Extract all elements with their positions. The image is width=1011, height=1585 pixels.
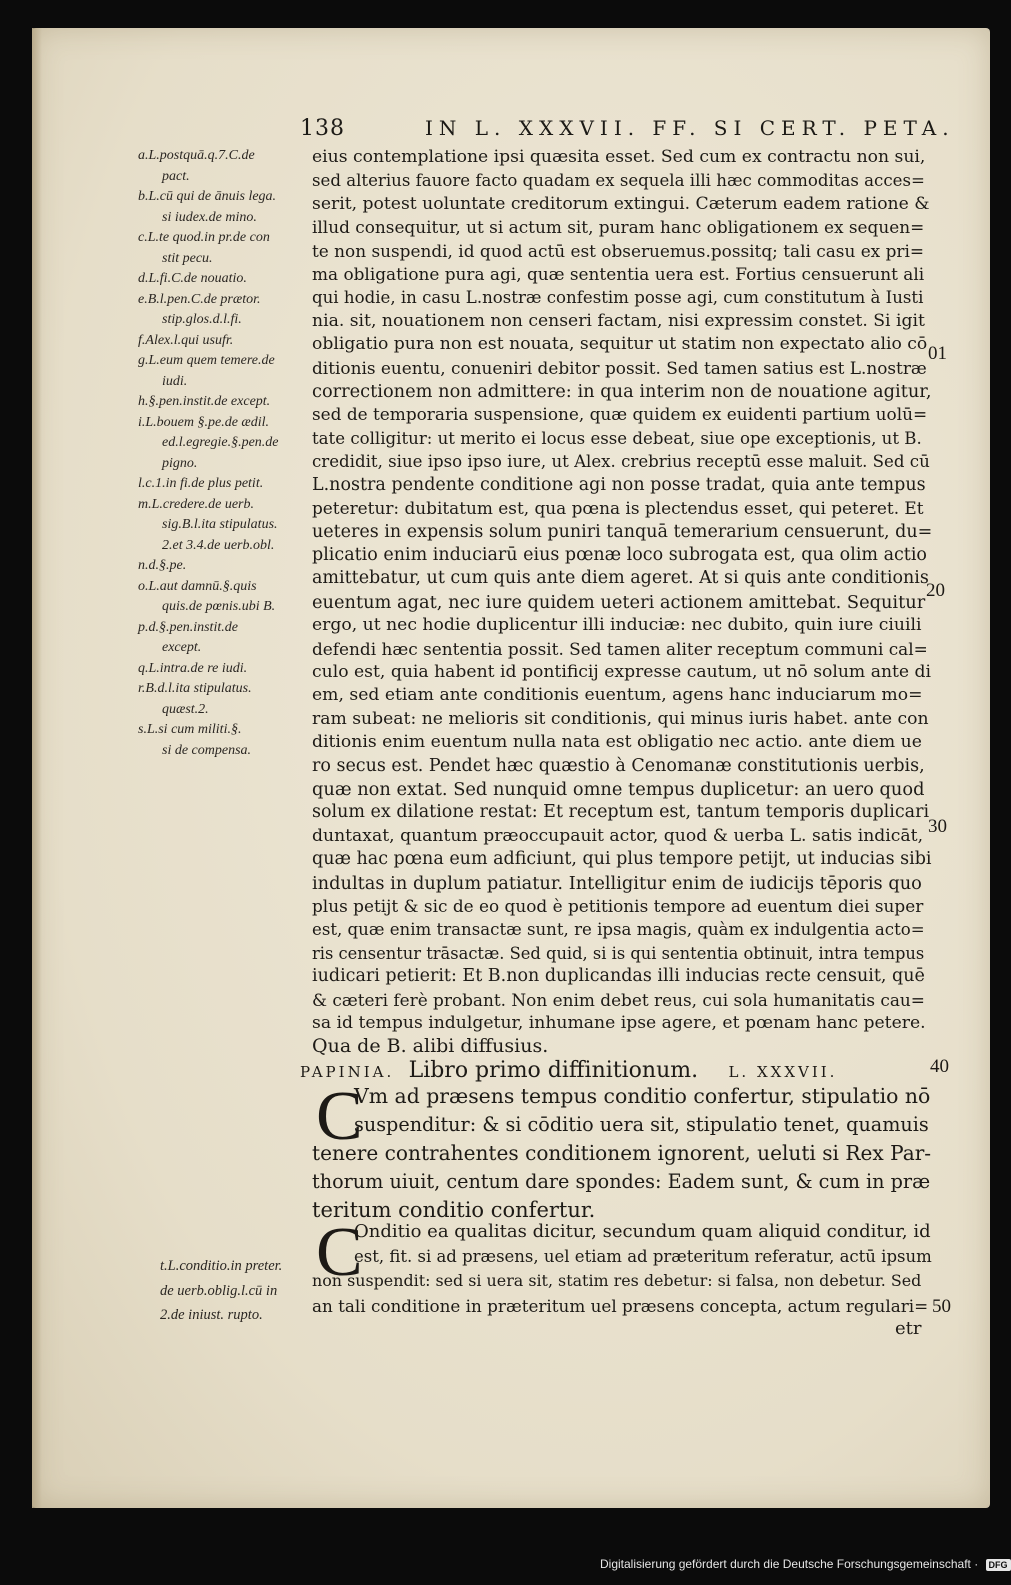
margin-note: iudi. bbox=[162, 373, 188, 389]
text-line: ris censentur trāsactæ. Sed quid, si is qui sententia obtinuit, intra tempus bbox=[312, 943, 925, 963]
text-line: culo est, quia habent id pontificij expresse cautum, ut nō solum ante di bbox=[312, 661, 932, 682]
commentary-line: an tali conditione in præteritum uel præsens concepta, actum regulari= bbox=[312, 1295, 929, 1316]
margin-note: t.L.conditio.in preter. bbox=[160, 1258, 283, 1274]
margin-note: r.B.d.l.ita stipulatus. bbox=[138, 681, 252, 696]
margin-note: b.L.cū qui de ānuis lega. bbox=[138, 189, 277, 204]
margin-note: d.L.fi.C.de nouatio. bbox=[138, 271, 247, 286]
text-line: defendi hæc sententia possit. Sed tamen aliter receptum communi cal= bbox=[312, 638, 928, 659]
text-line: ditionis enim euentum nulla nata est obligatio nec actio. ante diem ue bbox=[312, 732, 922, 753]
margin-note: e.B.l.pen.C.de prætor. bbox=[138, 291, 261, 307]
text-line: ergo, ut nec hodie duplicentur illi induciæ: nec dubito, quin iure ciuili bbox=[312, 615, 922, 636]
margin-note: 2.de iniust. rupto. bbox=[160, 1307, 263, 1323]
law-line: teritum conditio confertur. bbox=[312, 1198, 596, 1222]
margin-note: o.L.aut damnū.§.quis bbox=[138, 578, 257, 594]
text-line: solum ex dilatione restat: Et receptum est, tantum temporis duplicari bbox=[312, 802, 930, 823]
margin-note: m.L.credere.de uerb. bbox=[138, 496, 254, 512]
text-line: peteretur: dubitatum est, qua pœna is plectendus esset, qui peteret. Et bbox=[312, 498, 924, 519]
text-line: est, quæ enim transactæ sunt, re ipsa magis, quàm ex indulgentia acto= bbox=[312, 920, 925, 940]
law-heading bbox=[300, 1058, 940, 1083]
margin-note: sig.B.l.ita stipulatus. bbox=[162, 517, 278, 532]
law-author: PAPINIA. bbox=[300, 1063, 395, 1081]
text-line: qui hodie, in casu L.nostræ confestim posse agi, cum constitutum à Iusti bbox=[312, 288, 924, 308]
text-line: quæ non extat. Sed nunquid omne tempus duplicetur: an uero quod bbox=[312, 778, 925, 800]
page-number: 138 bbox=[300, 116, 345, 141]
margin-notes-2 bbox=[160, 1254, 310, 1328]
margin-notes bbox=[138, 146, 308, 761]
margin-note: quæst.2. bbox=[162, 701, 209, 717]
margin-note: q.L.intra.de re iudi. bbox=[138, 660, 248, 676]
page-edge-shadow bbox=[32, 28, 42, 1508]
text-line: nia. sit, nouationem non censeri factam, nisi expressim constet. Si igit bbox=[312, 310, 925, 331]
text-line: sa id tempus indulgetur, inhumane ipse agere, et pœnam hanc petere. bbox=[312, 1013, 926, 1034]
text-line: ditionis euentu, conueniri debitor possit. Sed tamen satius est L.nostræ bbox=[312, 357, 927, 378]
margin-note: except. bbox=[162, 640, 202, 655]
margin-note: pigno. bbox=[162, 455, 198, 471]
margin-note: s.L.si cum militi.§. bbox=[138, 722, 242, 737]
text-line: sed de temporaria suspensione, quæ quidem ex euidenti partium uolū= bbox=[312, 404, 928, 425]
margin-note: p.d.§.pen.instit.de bbox=[138, 619, 238, 635]
text-line: sed alterius fauore facto quadam ex sequela illi hæc commoditas acces= bbox=[312, 171, 925, 191]
catchword: etr bbox=[895, 1318, 922, 1339]
text-line: te non suspendi, id quod actū est obseruemus.possitq; tali casu ex pri= bbox=[312, 240, 925, 261]
line-number: 50 bbox=[932, 1296, 951, 1317]
margin-note: si iudex.de mino. bbox=[162, 209, 257, 225]
law-number: L. XXXVII. bbox=[728, 1063, 838, 1081]
footer-credit bbox=[600, 1557, 1011, 1571]
text-line: obligatio pura non est nouata, sequitur ut statim non expectato alio cō bbox=[312, 334, 928, 355]
law-line: thorum uiuit, centum dare spondes: Eadem sunt, & cum in præ bbox=[312, 1169, 931, 1193]
text-line: & cæteri ferè probant. Non enim debet reus, cui sola humanitatis cau= bbox=[312, 989, 925, 1010]
text-line: euentum agat, nec iure quidem ueteri actionem amittebat. Sequitur bbox=[312, 591, 926, 613]
text-line: plus petijt & sic de eo quod è petitionis tempore ad euentum diei super bbox=[312, 896, 924, 916]
line-number: 40 bbox=[930, 1056, 949, 1077]
law-title: Libro primo diffinitionum. bbox=[408, 1058, 699, 1083]
margin-note: c.L.te quod.in pr.de con bbox=[138, 230, 270, 245]
margin-note: f.Alex.l.qui usufr. bbox=[138, 332, 234, 348]
text-line: serit, potest uoluntate creditorum extingui. Cæterum eadem ratione & bbox=[312, 193, 930, 214]
text-line: ram subeat: ne melioris sit conditionis, qui minus iuris habet. ante con bbox=[312, 708, 929, 729]
commentary-text bbox=[312, 146, 932, 1059]
text-line: illud consequitur, ut si actum sit, puram hanc obligationem ex sequen= bbox=[312, 217, 925, 238]
text-line: tate colligitur: ut merito ei locus esse debeat, siue ope exceptionis, ut B. bbox=[312, 428, 922, 448]
text-line: eius contemplatione ipsi quæsita esset. Sed cum ex contractu non sui, bbox=[312, 147, 926, 167]
text-line: credidit, siue ipso ipso iure, ut Alex. crebrius receptū esse maluit. Sed cū bbox=[312, 452, 930, 472]
text-line: correctionem non admittere: in qua interim non de nouatione agitur, bbox=[312, 381, 932, 403]
page-header bbox=[0, 116, 1000, 146]
margin-note: g.L.eum quem temere.de bbox=[138, 353, 275, 368]
text-line: L.nostra pendente conditione agi non posse tradat, quia ante tempus bbox=[312, 474, 926, 495]
text-line: quæ hac pœna eum adficiunt, qui plus tempore petijt, ut inducias sibi bbox=[312, 849, 932, 870]
law-dropcap: C bbox=[316, 1078, 363, 1155]
text-line: Qua de B. alibi diffusius. bbox=[312, 1035, 549, 1058]
margin-note: quis.de pœnis.ubi B. bbox=[162, 599, 276, 614]
footer-text: Digitalisierung gefördert durch die Deutsche Forschungsgemeinschaft · bbox=[600, 1557, 979, 1571]
margin-note: stit pecu. bbox=[162, 250, 213, 266]
text-line: ro secus est. Pendet hæc quæstio à Cenomanæ constitutionis uerbis, bbox=[312, 755, 925, 776]
text-line: iudicari petierit: Et B.non duplicandas illi inducias recte censuit, quē bbox=[312, 966, 925, 987]
law-line: tenere contrahentes conditionem ignorent, ueluti si Rex Par- bbox=[312, 1141, 932, 1165]
running-title: IN L. XXXVII. FF. SI CERT. PETA. bbox=[425, 116, 955, 140]
text-line: ma obligatione pura agi, quæ sententia uera est. Fortius censuerunt ali bbox=[312, 264, 925, 285]
text-line: indultas in duplum patiatur. Intelligitur enim de iudicijs tēporis quo bbox=[312, 872, 922, 894]
margin-note: h.§.pen.instit.de except. bbox=[138, 394, 271, 409]
commentary-line: est, fit. si ad præsens, uel etiam ad præteritum referatur, actū ipsum bbox=[354, 1246, 932, 1266]
margin-note: i.L.bouem §.pe.de ædil. bbox=[138, 414, 270, 430]
margin-note: pact. bbox=[162, 168, 190, 184]
margin-note: l.c.1.in fi.de plus petit. bbox=[138, 476, 264, 491]
law-text bbox=[312, 1078, 932, 1225]
law-line: Vm ad præsens tempus conditio confertur, stipulatio nō bbox=[354, 1084, 931, 1108]
dfg-logo-icon: DFG bbox=[986, 1559, 1011, 1571]
text-line: amittebatur, ut cum quis ante diem ageret. At si quis ante conditionis bbox=[312, 568, 929, 589]
margin-note: ed.l.egregie.§.pen.de bbox=[162, 435, 279, 450]
margin-note: n.d.§.pe. bbox=[138, 558, 187, 573]
commentary-line: non suspendit: sed si uera sit, statim res debetur: si falsa, non debetur. Sed bbox=[312, 1271, 922, 1290]
margin-note: si de compensa. bbox=[162, 742, 252, 758]
margin-note: 2.et 3.4.de uerb.obl. bbox=[162, 537, 275, 553]
line-number: 30 bbox=[928, 816, 947, 837]
text-line: ueteres in expensis solum puniri tanquā temerarium censuerunt, du= bbox=[312, 521, 933, 542]
margin-note: a.L.postquā.q.7.C.de bbox=[138, 148, 255, 163]
commentary-line: Onditio ea qualitas dicitur, secundum quam aliquid conditur, id bbox=[354, 1221, 931, 1242]
margin-note: stip.glos.d.l.fi. bbox=[162, 312, 242, 327]
text-line: plicatio enim induciarū eius pœnæ loco subrogata est, qua olim actio bbox=[312, 544, 927, 565]
commentary-text-2 bbox=[312, 1214, 932, 1318]
commentary-dropcap: C bbox=[316, 1214, 363, 1291]
law-line: suspenditur: & si cōditio uera sit, stipulatio tenet, quamuis bbox=[354, 1112, 929, 1136]
margin-note: de uerb.oblig.l.cū in bbox=[160, 1282, 278, 1299]
line-number: 20 bbox=[926, 580, 945, 601]
line-number: 01 bbox=[928, 343, 947, 364]
text-line: em, sed etiam ante conditionis euentum, agens hanc induciarum mo= bbox=[312, 685, 923, 706]
text-line: duntaxat, quantum præoccupauit actor, quod & uerba L. satis indicāt, bbox=[312, 825, 924, 846]
